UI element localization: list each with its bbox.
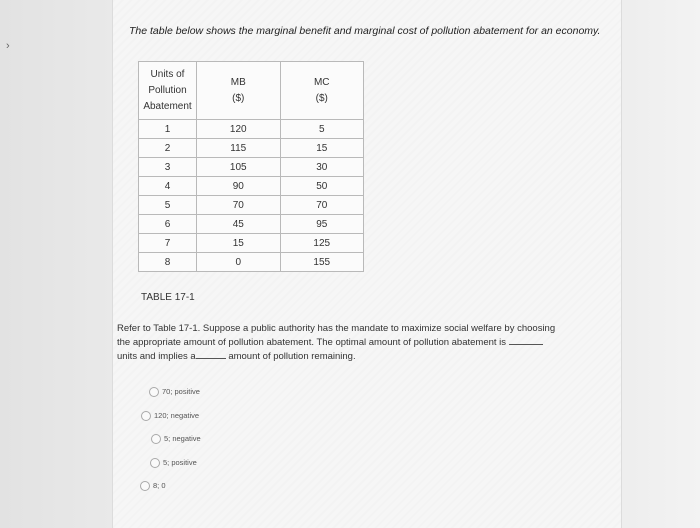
units-cell: 2 xyxy=(139,139,197,158)
mb-cell: 105 xyxy=(197,158,281,177)
mb-cell: 115 xyxy=(197,139,281,158)
mc-cell: 155 xyxy=(280,253,364,272)
table-header-row xyxy=(139,62,364,120)
option-3[interactable]: 5; negative xyxy=(151,434,201,444)
units-cell: 4 xyxy=(139,177,197,196)
option-2[interactable]: 120; negative xyxy=(141,411,199,421)
units-cell: 1 xyxy=(139,120,197,139)
intro-text: The table below shows the marginal benefit and marginal cost of pollution abatement for an economy. xyxy=(129,25,601,37)
mc-cell: 125 xyxy=(280,234,364,253)
table-row xyxy=(139,120,364,139)
question-card xyxy=(112,0,622,528)
answer-blank-1 xyxy=(509,336,543,345)
table-row xyxy=(139,234,364,253)
back-arrow-icon[interactable]: › xyxy=(6,40,10,52)
table-row xyxy=(139,139,364,158)
units-header: Units of Pollution Abatement xyxy=(139,62,197,120)
mc-cell: 50 xyxy=(280,177,364,196)
table-caption: TABLE 17-1 xyxy=(141,292,195,303)
abatement-table xyxy=(138,61,364,272)
mb-cell: 0 xyxy=(197,253,281,272)
question-text: Refer to Table 17-1. Suppose a public authority has the mandate to maximize social welfare by choosing the appropriate amount of pollution abatement. The optimal amount of pollution abatement is units and implies a amount of pollution remaining. xyxy=(117,323,556,362)
mc-header: MC ($) xyxy=(280,62,364,120)
mb-header: MB ($) xyxy=(197,62,281,120)
radio-icon[interactable] xyxy=(140,481,150,491)
mc-cell: 30 xyxy=(280,158,364,177)
mc-cell: 15 xyxy=(280,139,364,158)
radio-icon[interactable] xyxy=(150,458,160,468)
table-row xyxy=(139,253,364,272)
units-cell: 7 xyxy=(139,234,197,253)
answer-blank-2 xyxy=(196,350,226,359)
table-row xyxy=(139,158,364,177)
units-cell: 8 xyxy=(139,253,197,272)
mc-cell: 95 xyxy=(280,215,364,234)
mc-cell: 5 xyxy=(280,120,364,139)
mb-cell: 70 xyxy=(197,196,281,215)
table-row xyxy=(139,177,364,196)
left-background xyxy=(0,0,112,528)
option-4[interactable]: 5; positive xyxy=(150,458,197,468)
mb-cell: 45 xyxy=(197,215,281,234)
mb-cell: 15 xyxy=(197,234,281,253)
mb-cell: 120 xyxy=(197,120,281,139)
table-row xyxy=(139,196,364,215)
option-5[interactable]: 8; 0 xyxy=(140,481,166,491)
table-row xyxy=(139,215,364,234)
units-cell: 6 xyxy=(139,215,197,234)
radio-icon[interactable] xyxy=(141,411,151,421)
units-cell: 3 xyxy=(139,158,197,177)
radio-icon[interactable] xyxy=(151,434,161,444)
mc-cell: 70 xyxy=(280,196,364,215)
option-1[interactable]: 70; positive xyxy=(149,387,200,397)
mb-cell: 90 xyxy=(197,177,281,196)
radio-icon[interactable] xyxy=(149,387,159,397)
units-cell: 5 xyxy=(139,196,197,215)
